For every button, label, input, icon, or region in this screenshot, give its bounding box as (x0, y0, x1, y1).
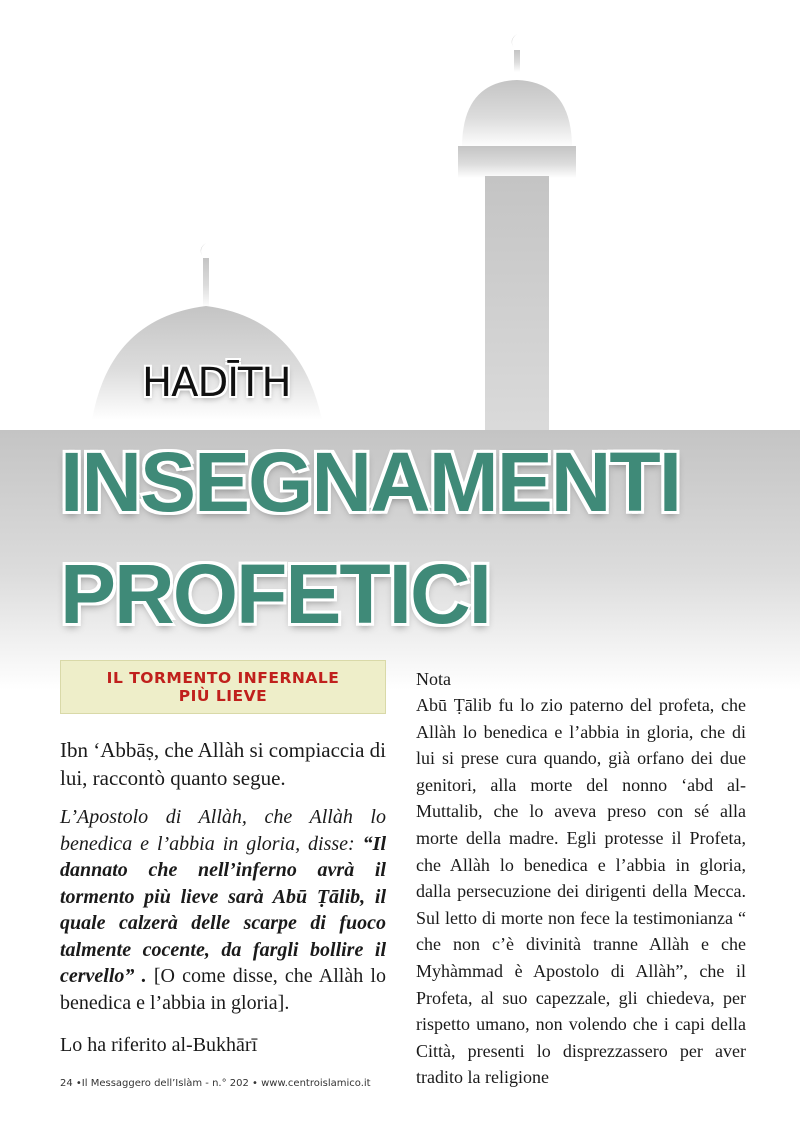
note-body: Abū Ṭālib fu lo zio paterno del profeta, che Allàh lo benedica e l’abbia in gloria, che di lui si prese cura quando, già orfano dei due genitori, alla morte del nonno ‘abd al-Muttalib, che lo aveva preso con sé alla morte della madre. Egli protesse il Profeta, che Allàh lo benedica e l’abbia in gloria, dalla persecuzione dei dirigenti della Mecca. Sul letto di morte non fece la testimonianza “ che non c’è divinità tranne Allàh e che Myhàmmad è Apostolo di Allàh”, che il Profeta, al suo capezzale, gli chiedeva, per rispetto umano, non volendo che i capi della Città, presenti lo disprezzassero per aver tradito la religione (416, 695, 746, 1088)
section-kicker: HADĪTH (142, 360, 291, 406)
hadith-heading-box (60, 660, 386, 714)
quote-lead: L’Apostolo di Allàh, che Allàh lo benedica e l’abbia in gloria, disse: (60, 806, 386, 855)
hadith-quote (60, 804, 386, 1016)
right-column (416, 666, 746, 1091)
hadith-source: Lo ha riferito al-Bukhārī (60, 1034, 258, 1056)
narrator-intro: Ibn ‘Abbāṣ, che Allàh si compiaccia di lui, raccontò quanto segue. (60, 738, 386, 790)
quote-bold: “Il dannato che nell’inferno avrà il tormento più lieve sarà Abū Ṭālib, il quale calzerà delle scarpe di fuoco talmente cocente, da fargli bollire il cervello” . (60, 832, 386, 987)
quote-tail: [O come disse, che Allàh lo benedica e l’abbia in gloria]. (60, 965, 386, 1014)
hadith-heading-line2: PIÙ LIEVE (178, 687, 268, 705)
page-title-line1: INSEGNAMENTI (60, 435, 681, 529)
page-footer: 24 •Il Messaggero dell’Islàm - n.° 202 • www.centroislamico.it (60, 1078, 371, 1089)
note-label: Nota (416, 669, 451, 689)
left-column (60, 660, 386, 1058)
hadith-heading-line1: IL TORMENTO INFERNALE (106, 669, 340, 687)
page-title-line2: PROFETICI (60, 547, 491, 641)
